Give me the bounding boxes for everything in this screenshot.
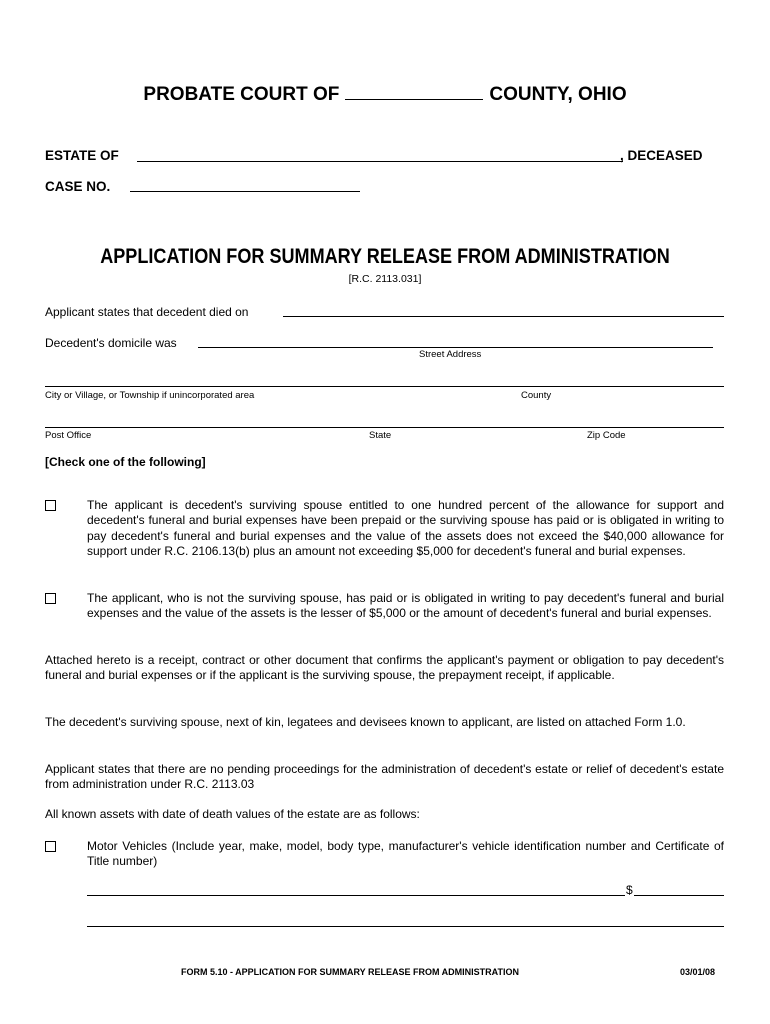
vehicle-value-field[interactable] [634, 895, 724, 896]
street-address-field[interactable] [198, 347, 713, 348]
statute-citation: [R.C. 2113.031] [348, 273, 422, 285]
dollar-sign: $ [626, 883, 633, 897]
option-not-spouse-text: The applicant, who is not the surviving spouse, has paid or is obligated in writing to pay decedent's funeral and burial expenses and the value of the assets is the lesser of $5,000 or the amount of decedent's funeral and burial expenses. [87, 591, 724, 621]
vehicle-description-field[interactable] [87, 895, 625, 896]
surviving-spouse-text: The decedent's surviving spouse, next of kin, legatees and devisees known to applicant, are listed on attached Form 1.0. [45, 715, 686, 729]
case-number-label: CASE NO. [45, 179, 111, 194]
motor-vehicles-checkbox[interactable] [45, 841, 56, 852]
county-caption: County [521, 390, 552, 401]
street-address-caption: Street Address [419, 349, 482, 360]
county-name-field[interactable] [345, 83, 483, 100]
estate-label: ESTATE OF [45, 148, 119, 163]
state-caption: State [369, 430, 392, 441]
domicile-label: Decedent's domicile was [45, 336, 177, 350]
court-prefix: PROBATE COURT OF [143, 84, 340, 105]
died-on-label: Applicant states that decedent died on [45, 305, 249, 319]
court-suffix: COUNTY, OHIO [489, 84, 627, 105]
footer-form-name: FORM 5.10 - APPLICATION FOR SUMMARY RELEASE FROM ADMINISTRATION [181, 967, 520, 977]
postoffice-state-zip-field[interactable] [45, 427, 724, 428]
form-title: APPLICATION FOR SUMMARY RELEASE FROM ADMINISTRATION [100, 245, 670, 268]
post-office-caption: Post Office [45, 430, 92, 441]
motor-vehicles-text: Motor Vehicles (Include year, make, model, body type, manufacturer's vehicle identification number and Certificate of Title number) [87, 839, 724, 869]
date-of-death-field[interactable] [283, 316, 724, 317]
option-spouse-checkbox[interactable] [45, 500, 56, 511]
city-caption: City or Village, or Township if unincorporated area [45, 390, 255, 401]
city-county-field[interactable] [45, 386, 724, 387]
vehicle-description-field-2[interactable] [87, 926, 724, 927]
court-heading [0, 83, 770, 106]
attached-receipt-text: Attached hereto is a receipt, contract or other document that confirms the applicant's payment or obligation to pay decedent's funeral and burial expenses or if the applicant is the surviving spouse, the prepayment receipt, if applicable. [45, 653, 724, 683]
check-instruction: [Check one of the following] [45, 455, 206, 469]
zip-caption: Zip Code [587, 430, 626, 441]
estate-name-field[interactable] [137, 161, 623, 162]
case-number-field[interactable] [130, 191, 360, 192]
footer-date: 03/01/08 [680, 967, 716, 977]
option-not-spouse-checkbox[interactable] [45, 593, 56, 604]
option-spouse-text: The applicant is decedent's surviving spouse entitled to one hundred percent of the allowance for support and decedent's funeral and burial expenses have been prepaid or the surviving spouse has paid or is obligated in writing to pay decedent's funeral and burial expenses and the value of the assets does not exceed the $40,000 allowance for support under R.C. 2106.13(b) plus an amount not exceeding $5,000 for decedent's funeral and burial expenses. [87, 498, 724, 558]
known-assets-text: All known assets with date of death values of the estate are as follows: [45, 807, 420, 821]
deceased-label: , DECEASED [620, 148, 703, 163]
pending-proceedings-text: Applicant states that there are no pending proceedings for the administration of decedent's estate or relief of decedent's estate from administration under R.C. 2113.03 [45, 762, 724, 792]
